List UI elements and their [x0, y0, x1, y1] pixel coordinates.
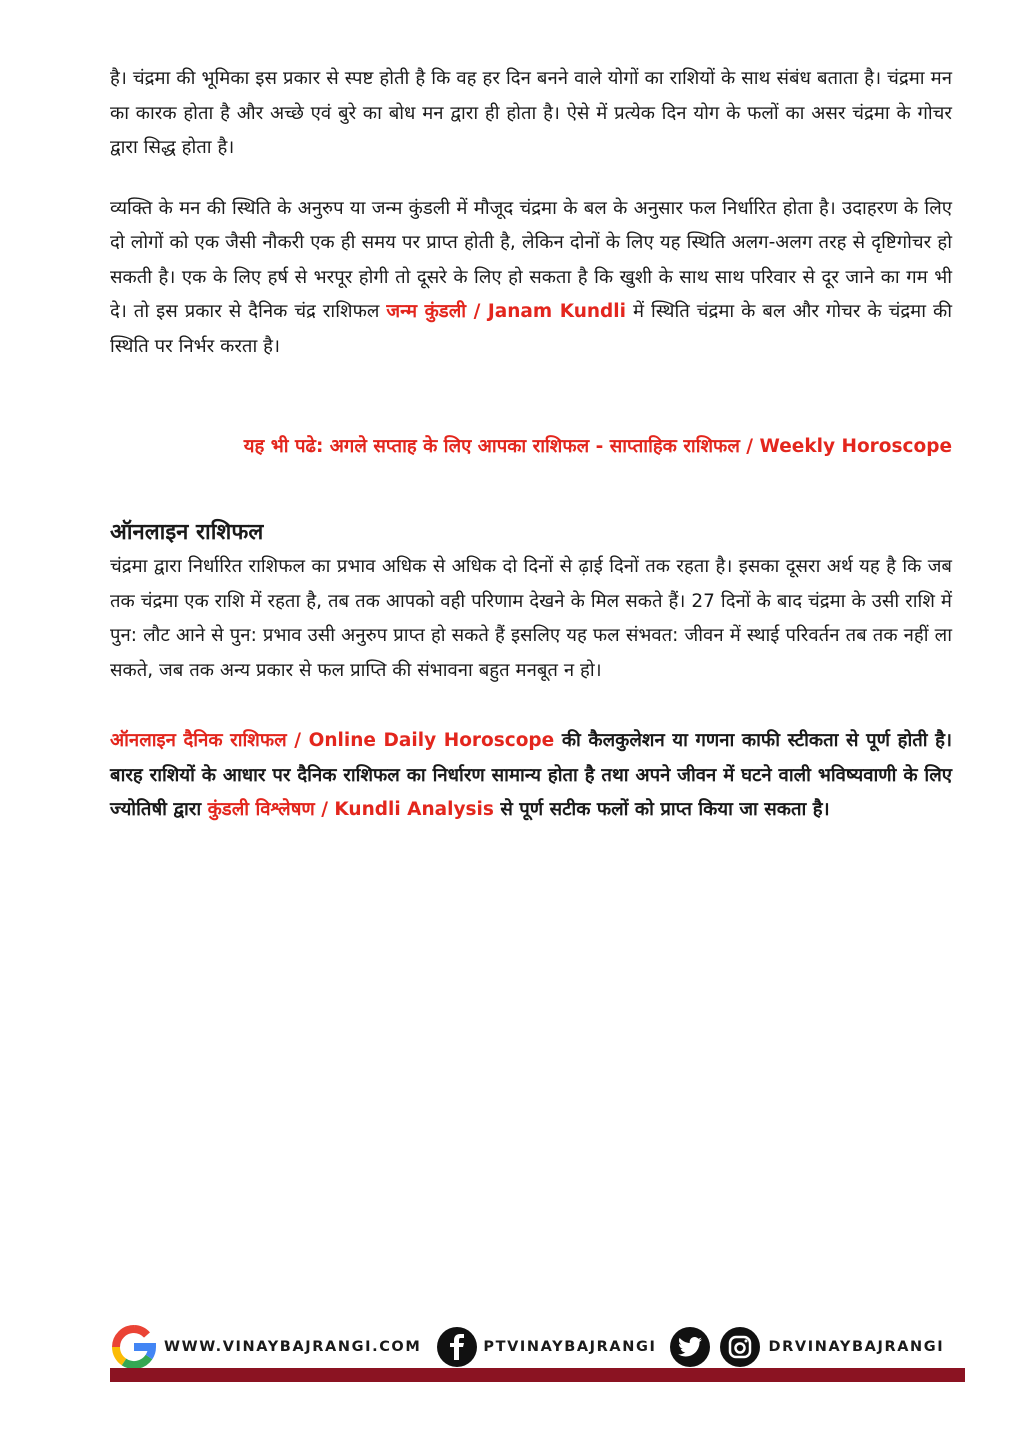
- weekly-horoscope-link[interactable]: यह भी पढे: अगले सप्ताह के लिए आपका राशिफल - साप्ताहिक राशिफल / Weekly Horoscope: [243, 436, 952, 457]
- paragraph-daily-horoscope: [110, 724, 952, 828]
- janam-kundli-link[interactable]: जन्म कुंडली / Janam Kundli: [386, 301, 626, 322]
- online-daily-horoscope-link[interactable]: ऑनलाइन दैनिक राशिफल / Online Daily Horoscope: [110, 730, 555, 751]
- twitter-icon[interactable]: [670, 1327, 710, 1367]
- paragraph-mind-state-end: में स्थिति चंद्रमा के बल और गोचर के चंद्रमा की स्थिति पर निर्भर करता है।: [110, 301, 952, 357]
- footer: [110, 1322, 965, 1382]
- paragraph-mind-state: [110, 192, 952, 365]
- footer-bar: [110, 1368, 965, 1382]
- facebook-handle[interactable]: PTVINAYBAJRANGI: [483, 1339, 657, 1355]
- facebook-icon[interactable]: [437, 1327, 477, 1367]
- paragraph-online-rashifal: चंद्रमा द्वारा निर्धारित राशिफल का प्रभाव अधिक से अधिक दो दिनों से ढ़ाई दिनों तक रहता है। इसका दूसरा अर्थ यह है कि जब तक चंद्रमा एक राशि में रहता है, तब तक आपको वही परिणाम देखने के मिल सकते हैं। 27 दिनों के बाद चंद्रमा के उसी राशि में पुन: लौट आने से पुन: प्रभाव उसी अनुरुप प्राप्त हो सकते हैं इसलिए यह फल संभवत: जीवन में स्थाई परिवर्तन तब तक नहीं ला सकते, जब तक अन्य प्रकार से फल प्राप्ति की संभावना बहुत मनबूत न हो।: [110, 556, 952, 681]
- google-icon[interactable]: [110, 1323, 158, 1371]
- section-heading: ऑनलाइन राशिफल: [110, 520, 264, 545]
- kundli-analysis-link[interactable]: कुंडली विश्लेषण / Kundli Analysis: [207, 799, 494, 820]
- social-handle[interactable]: DRVINAYBAJRANGI: [768, 1339, 945, 1355]
- paragraph-moon-role: है। चंद्रमा की भूमिका इस प्रकार से स्पष्ट होती है कि वह हर दिन बनने वाले योगों का राशियों के साथ संबंध बताता है। चंद्रमा मन का कारक होता है और अच्छे एवं बुरे का बोध मन द्वारा ही होता है। ऐसे में प्रत्येक दिन योग के फलों का असर चंद्रमा के गोचर द्वारा सिद्ध होता है।: [110, 68, 952, 158]
- website-link[interactable]: WWW.VINAYBAJRANGI.COM: [164, 1339, 422, 1355]
- paragraph-mind-state-text: व्यक्ति के मन की स्थिति के अनुरुप या जन्म कुंडली में मौजूद चंद्रमा के बल के अनुसार फल निर्धारित होता है। उदाहरण के लिए दो लोगों को एक जैसी नौकरी एक ही समय पर प्राप्त होती है, लेकिन दोनों के लिए यह स्थिति अलग-अलग तरह से दृष्टिगोचर हो सकती है। एक के लिए हर्ष से भरपूर होगी तो दूसरे के लिए हो सकता है कि खुशी के साथ साथ परिवार से दूर जाने का गम भी दे। तो इस प्रकार से दैनिक चंद्र राशिफल: [110, 197, 952, 322]
- instagram-icon[interactable]: [720, 1327, 760, 1367]
- paragraph-daily-horoscope-end: से पूर्ण सटीक फलों को प्राप्त किया जा सकता है।: [493, 799, 830, 820]
- document-body: [110, 62, 952, 828]
- paragraph-daily-horoscope-text: की कैलकुलेशन या गणना काफी स्टीकता से पूर्ण होती है। बारह राशियों के आधार पर दैनिक राशिफल का निर्धारण सामान्य होता है तथा अपने जीवन में घटने वाली भविष्यवाणी के लिए ज्योतिषी द्वारा: [110, 730, 953, 820]
